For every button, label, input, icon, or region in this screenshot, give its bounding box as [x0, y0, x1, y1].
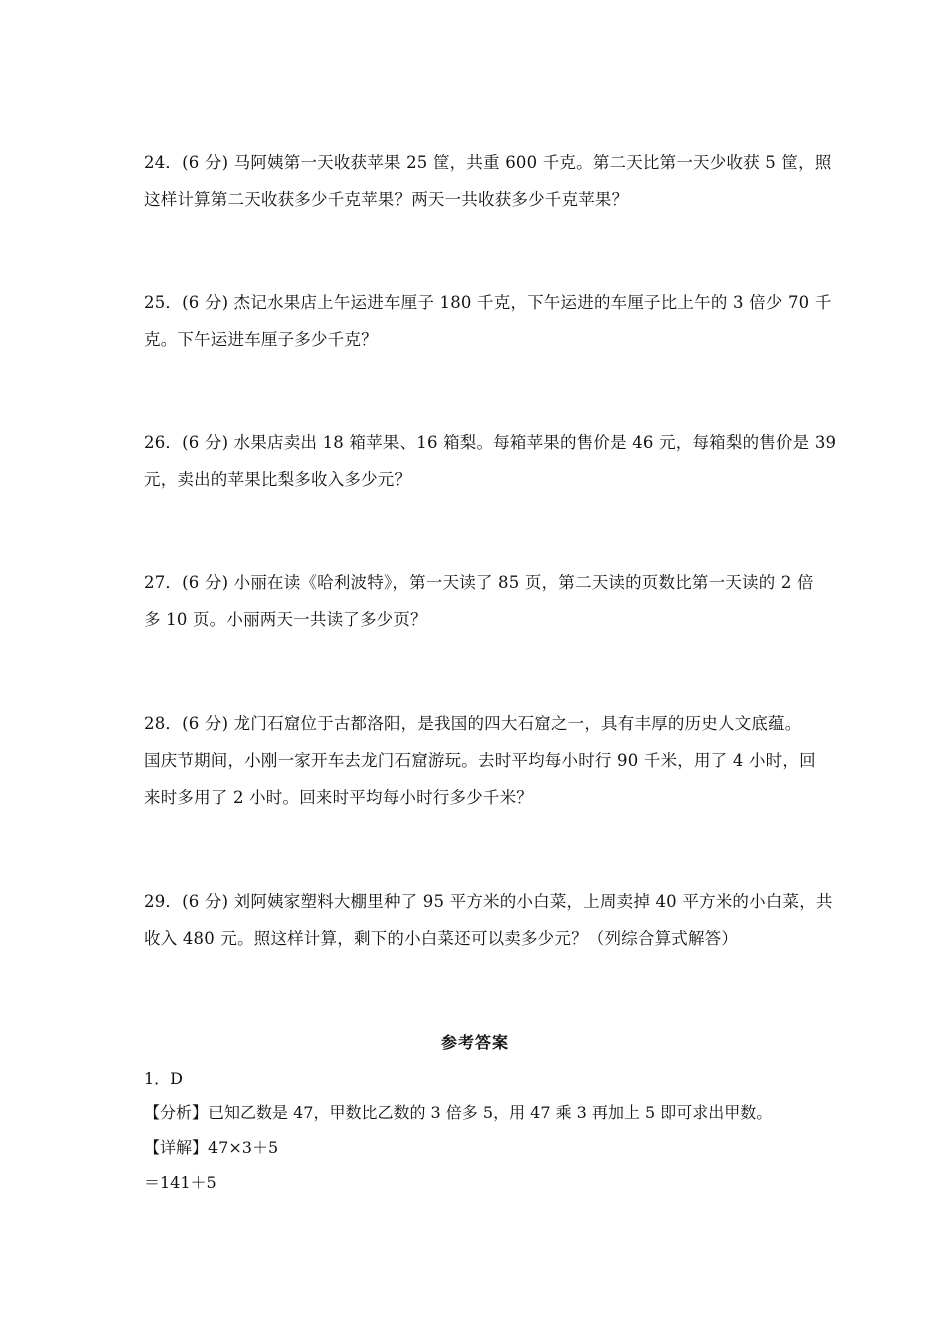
answer-1-step: ＝141＋5: [144, 1173, 217, 1192]
question-25-line-2: 克。下午运进车厘子多少千克？: [144, 330, 378, 349]
question-29: [144, 883, 833, 957]
question-26: [144, 424, 837, 498]
question-29-line-1: 29．(6 分) 刘阿姨家塑料大棚里种了 95 平方米的小白菜，上周卖掉 40 平方米的小白菜，共: [144, 892, 833, 911]
question-27: [144, 564, 814, 638]
question-29-line-2: 收入 480 元。照这样计算，剩下的小白菜还可以卖多少元？（列综合算式解答）: [144, 929, 739, 948]
question-28-line-1: 28．(6 分) 龙门石窟位于古都洛阳，是我国的四大石窟之一，具有丰厚的历史人文底蕴。: [144, 714, 802, 733]
question-27-line-1: 27．(6 分) 小丽在读《哈利波特》，第一天读了 85 页，第二天读的页数比第一天读的 2 倍: [144, 573, 814, 592]
question-27-line-2: 多 10 页。小丽两天一共读了多少页？: [144, 610, 427, 629]
question-25: [144, 284, 832, 358]
answer-1-detail: 【详解】47×3＋5: [144, 1138, 279, 1157]
answer-1-number: 1．D: [144, 1069, 184, 1088]
question-24: [144, 144, 832, 218]
question-26-line-1: 26．(6 分) 水果店卖出 18 箱苹果、16 箱梨。每箱苹果的售价是 46 元，每箱梨的售价是 39: [144, 433, 837, 452]
question-24-line-2: 这样计算第二天收获多少千克苹果？两天一共收获多少千克苹果？: [144, 190, 629, 209]
question-25-line-1: 25．(6 分) 杰记水果店上午运进车厘子 180 千克，下午运进的车厘子比上午的 3 倍少 70 千: [144, 293, 832, 312]
answers-heading: 参考答案: [440, 1033, 509, 1052]
question-28-line-2: 国庆节期间，小刚一家开车去龙门石窟游玩。去时平均每小时行 90 千米，用了 4 小时，回: [144, 751, 816, 770]
question-28: [144, 705, 814, 816]
question-24-line-1: 24．(6 分) 马阿姨第一天收获苹果 25 筐，共重 600 千克。第二天比第一天少收获 5 筐，照: [144, 153, 832, 172]
answer-1-analysis: 【分析】已知乙数是 47，甲数比乙数的 3 倍多 5，用 47 乘 3 再加上 5 即可求出甲数。: [144, 1103, 773, 1122]
question-28-line-3: 来时多用了 2 小时。回来时平均每小时行多少千米？: [144, 788, 533, 807]
question-26-line-2: 元，卖出的苹果比梨多收入多少元？: [144, 470, 412, 489]
